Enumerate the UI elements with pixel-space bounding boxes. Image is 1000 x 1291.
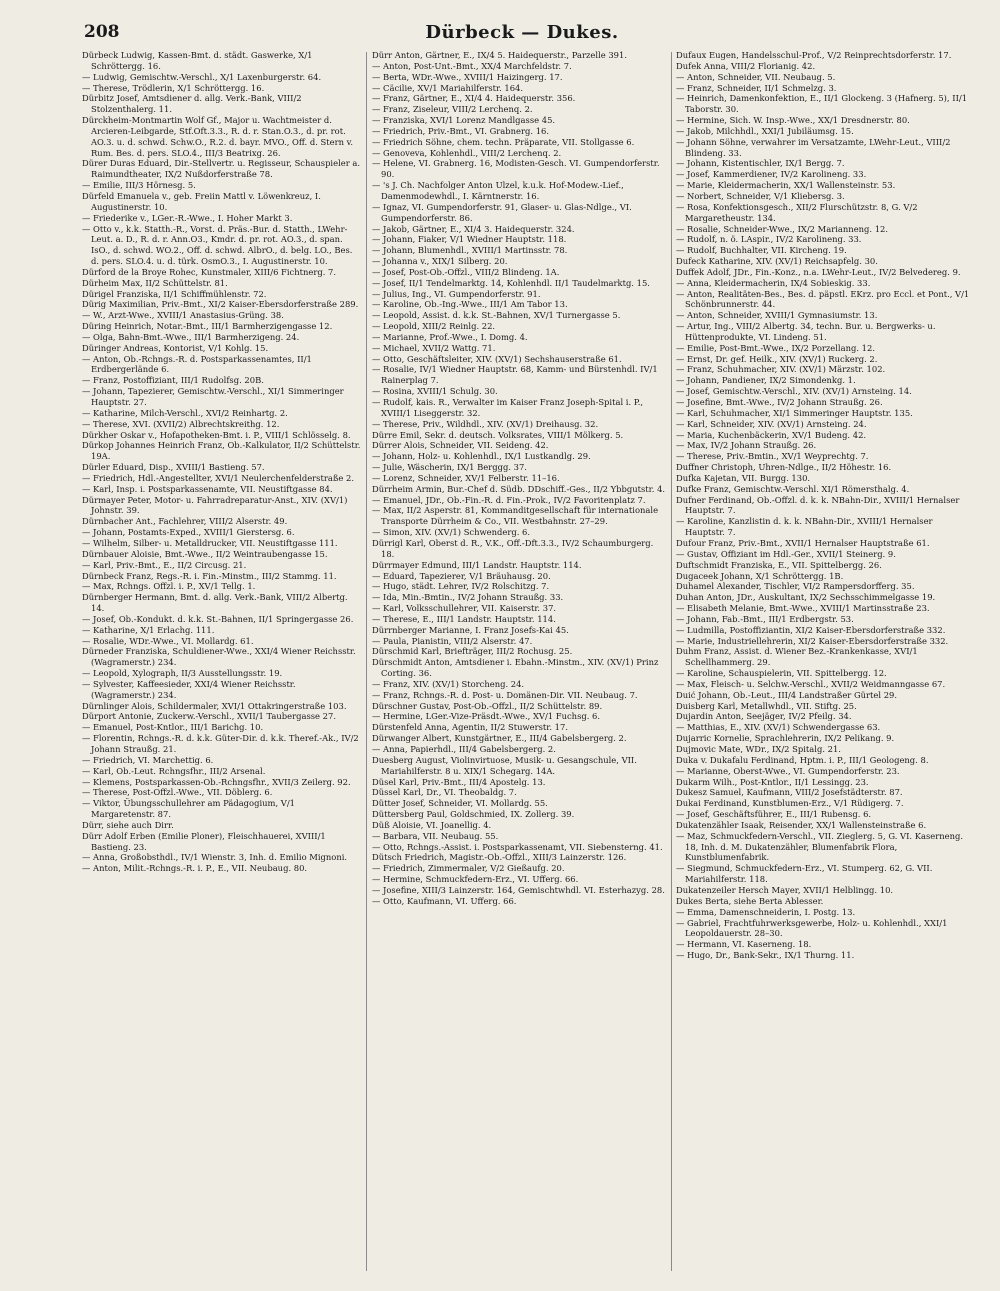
directory-entry: — Emanuel, Post-Kntlor., III/1 Barichg. 10. (82, 722, 264, 733)
directory-entry: Dürschmid Karl, Briefträger, III/2 Rochusg. 25. (372, 646, 573, 657)
directory-entry: — Franziska, XVI/1 Lorenz Mandlgasse 45. (372, 115, 556, 126)
directory-entry: — Otto, Geschäftsleiter, XIV. (XV/1) Sechshauserstraße 61. (372, 353, 622, 364)
directory-entry: — Paula, Pianistin, VIII/2 Alserstr. 47. (372, 635, 533, 646)
directory-entry: — Otto v., k.k. Statth.-R., Vorst. d. Präs.-Bur. d. Statth., LWehr-Leut. a. D., R. d. r. Ann.O3., Kmdr. d. pr. rot. AO.3., d. span. IsO., d. schwd. WO.2., Off. d. schwd. AlbrO., d. belg. LO., Bes. d. pers. SLO.4. u. d. türk. OsmO.3., I. Augustinerstr. 10. (82, 223, 353, 267)
directory-entry: — Michael, XVII/2 Wattg. 71. (372, 342, 496, 353)
directory-entry: — Ida, Min.-Bmtin., IV/2 Johann Straußg. 33. (372, 592, 564, 603)
directory-entry: Dukatenzeiler Hersch Mayer, XVII/1 Helblingg. 10. (676, 884, 894, 895)
directory-entry: Düring Heinrich, Notar.-Bmt., III/1 Barmherzigengasse 12. (82, 321, 333, 332)
directory-entry: Dürr Adolf Erben (Emilie Ploner), Fleischhauerei, XVIII/1 Bastieng. 23. (82, 830, 326, 852)
directory-entry: — Berta, WDr.-Wwe., XVIII/1 Haizingerg. 17. (372, 71, 563, 82)
directory-entry: Duftschmidt Franziska, E., VII. Spittelbergg. 26. (676, 559, 882, 570)
directory-entry: Duhamel Alexander, Tischler, VI/2 Rampersdorfferg. 35. (676, 581, 915, 592)
directory-entry: — Gabriel, Frachtfuhrwerksgewerbe, Holz- u. Kohlenhdl., XXI/1 Leopoldauerstr. 28–30. (676, 917, 948, 939)
directory-entry: — Leopold, XIII/2 Reinlg. 22. (372, 321, 496, 332)
directory-entry: — Franz, Ziseleur, VIII/2 Lerchenq. 2. (372, 104, 533, 115)
directory-entry: — Ernst, Dr. gef. Heilk., XIV. (XV/1) Ruckerg. 2. (676, 353, 878, 364)
directory-entry: — Therese, E., III/1 Landstr. Hauptstr. 114. (372, 613, 556, 624)
page-number: 208 (84, 22, 120, 42)
directory-entry: Dukes Berta, siehe Berta Ablesser. (676, 895, 824, 906)
directory-entry: Dürmayer Peter, Motor- u. Fahrradreparatur-Anst., XIV. (XV/1) Johnstr. 39. (82, 494, 348, 516)
directory-entry: Düsel Karl, Priv.-Bmt., III/4 Apostelg. 13. (372, 776, 546, 787)
directory-entry: — Rudolf, Buchhalter, VII. Kircheng. 19. (676, 245, 847, 256)
directory-entry: Dürwanger Albert, Kunstgärtner, E., III/4 Gabelsbergerg. 2. (372, 733, 627, 744)
directory-entry: Dufner Ferdinand, Ob.-Offzl. d. k. k. NBahn-Dir., XVIII/1 Hernalser Hauptstr. 7. (676, 494, 960, 516)
directory-entry: Dürer Duras Eduard, Dir.-Stellvertr. u. Regisseur, Schauspieler a. Raimundtheater, IX/2 Nußdorferstraße 78. (82, 158, 361, 180)
directory-entry: Dürrnberger Marianne, I. Franz Josefs-Kai 45. (372, 624, 569, 635)
directory-entry: Duka v. Dukafalu Ferdinand, Hptm. i. P., III/1 Geologeng. 8. (676, 754, 929, 765)
directory-entry: — Josefine, XIII/3 Lainzerstr. 164, Gemischtwhdl. VI. Esterhazyg. 28. (372, 884, 665, 895)
column-divider (366, 52, 367, 1271)
directory-entry: — Johann, Kistentischler, IX/1 Bergg. 7. (676, 158, 845, 169)
directory-entry: Dürrheim Armin, Bur.-Chef d. Südb. DDschiff.-Ges., II/2 Ybbgutstr. 4. (372, 483, 666, 494)
directory-entry: — Otto, Rchngs.-Assist. i. Postsparkassenamt, VII. Siebensterng. 41. (372, 841, 663, 852)
directory-entry: Duhm Franz, Assist. d. Wiener Bez.-Krankenkasse, XVI/1 Schellhammerg. 29. (676, 646, 918, 668)
directory-entry: — Ignaz, VI. Gumpendorferstr. 91, Glaser- u. Glas-Ndlge., VI. Gumpendorferstr. 86. (372, 201, 632, 223)
directory-entry: — Therese, XVI. (XVII/2) Albrechtskreithg. 12. (82, 418, 280, 429)
directory-entry: Dujmovic Mate, WDr., IX/2 Spitalg. 21. (676, 744, 841, 754)
directory-entry: — Barbara, VII. Neubaug. 55. (372, 830, 499, 841)
directory-entry: Dufka Kajetan, VII. Burgg. 130. (676, 472, 811, 483)
directory-entry: — Marianne, Prof.-Wwe., I. Domg. 4. (372, 331, 528, 342)
directory-entry: Dürr Anton, Gärtner, E., IX/4 5. Haidequerstr., Parzelle 391. (372, 50, 627, 60)
directory-entry: — Josef, Gemischtw.-Verschl., XIV. (XV/1) Arnsteing. 14. (676, 386, 912, 397)
directory-entry: Dürbitz Josef, Amtsdiener d. allg. Verk.-Bank, VIII/2 Stolzenthalerg. 11. (82, 93, 302, 115)
directory-entry: Dufeck Katharine, XIV. (XV/1) Reichsapfelg. 30. (676, 256, 878, 267)
directory-entry: — Josefine, Bmt.-Wwe., IV/2 Johann Straußg. 26. (676, 397, 883, 407)
directory-entry: Dürkher Oskar v., Hofapotheken-Bmt. i. P., VIII/1 Schlösselg. 8. (82, 429, 351, 440)
directory-entry: — Katharine, X/1 Erlachg. 111. (82, 624, 215, 635)
directory-entry: — Rosalie, IV/1 Wiedner Hauptstr. 68, Kamm- und Bürstenhdl. IV/1 Rainerplag 7. (372, 364, 658, 386)
directory-entry: — Rudolf, kais. R., Verwalter im Kaiser Franz Joseph-Spital i. P., XVIII/1 Liseggerstr. 32. (372, 397, 644, 418)
directory-entry: — Karoline, Schauspielerin, VII. Spittelbergg. 12. (676, 668, 887, 679)
directory-entry: — Heinrich, Damenkonfektion, E., II/1 Glockeng. 3 (Hafnerg. 5), II/1 Taborstr. 30. (676, 93, 968, 115)
directory-entry: — Katharine, Milch-Verschl., XVI/2 Reinhartg. 2. (82, 407, 288, 418)
directory-entry: Dürnbacher Ant., Fachlehrer, VIII/2 Alserstr. 49. (82, 516, 288, 527)
directory-entry: Dukatenzähler Isaak, Reisender, XX/1 Wallensteinstraße 6. (676, 819, 927, 830)
directory-entry: — Lorenz, Schneider, XV/1 Felberstr. 11–16. (372, 472, 560, 483)
directory-entry: Dürnberger Hermann, Bmt. d. allg. Verk.-Bank, VIII/2 Albertg. 14. (82, 592, 348, 614)
directory-entry: — Leopold, Assist. d. k.k. St.-Bahnen, XV/1 Turnergasse 5. (372, 310, 621, 321)
directory-entry: — Franz, Postoffiziant, III/1 Rudolfsg. 20B. (82, 375, 264, 386)
directory-entry: — Norbert, Schneider, V/1 Kliebersg. 3. (676, 190, 845, 201)
directory-entry: — Therese, Priv., Wildhdl., XIV. (XV/1) Dreihausg. 32. (372, 418, 599, 429)
directory-entry: — Karoline, Ob.-Ing.-Wwe., III/1 Am Tabor 13. (372, 299, 568, 310)
directory-entry: Dürnlinger Alois, Schildermaler, XVI/1 Ottakringerstraße 103. (82, 700, 347, 711)
directory-entry: Dukarm Wilh., Post-Kntlor., II/1 Lessingg. 23. (676, 776, 869, 787)
directory-entry: Dürr, siehe auch Dirr. (82, 819, 174, 830)
directory-entry: Dürschmidt Anton, Amtsdiener i. Ebahn.-Minstm., XIV. (XV/1) Prinz Corting. 36. (372, 657, 659, 679)
directory-entry: — Hermann, VI. Kaserneng. 18. (676, 939, 812, 950)
directory-entry: — Anna, Großobsthdl., IV/1 Wienstr. 3, Inh. d. Emilio Mignoni. (82, 852, 348, 863)
directory-entry: — Hugo, Dr., Bank-Sekr., IX/1 Thurng. 11. (676, 950, 855, 961)
column-2 (372, 50, 668, 1277)
directory-entry: — Friederike v., LGer.-R.-Wwe., I. Hoher Markt 3. (82, 212, 293, 223)
directory-entry: — Hugo, städt. Lehrer, IV/2 Rolschitzg. 7. (372, 581, 550, 592)
directory-entry: — Franz, XIV. (XV/1) Storcheng. 24. (372, 678, 525, 689)
directory-entry: — Therese, Post-Offzl.-Wwe., VII. Döblerg. 6. (82, 787, 273, 798)
directory-entry: Dürler Eduard, Disp., XVIII/1 Bastieng. 57. (82, 462, 265, 473)
directory-entry: — Helene, VI. Grabnerg. 16, Modisten-Gesch. VI. Gumpendorferstr. 90. (372, 158, 660, 180)
directory-entry: — Cäcilie, XV/1 Mariahilferstr. 164. (372, 82, 524, 93)
directory-entry: — Ludmilla, Postoffiziantin, XI/2 Kaiser-Ebersdorferstraße 332. (676, 624, 946, 635)
directory-entry: — Marie, Industriellehrerin, XI/2 Kaiser-Ebersdorferstraße 332. (676, 635, 949, 646)
directory-entry: — Franz, Schuhmacher, XIV. (XV/1) Märzstr. 102. (676, 364, 886, 375)
directory-entry: Dürneder Franziska, Schuldiener-Wwe., XXI/4 Wiener Reichsstr. (Wagramerstr.) 234. (82, 646, 356, 668)
directory-entry: — Anton, Milit.-Rchngs.-R. i. P., E., VII. Neubaug. 80. (82, 863, 308, 874)
directory-entry: — Gustav, Offiziant im Hdl.-Ger., XVII/1 Steinerg. 9. (676, 548, 896, 559)
directory-entry: Duffek Adolf, JDr., Fin.-Konz., n.a. LWehr-Leut., IV/2 Belvedereg. 9. (676, 266, 961, 277)
directory-entry: — Franz, Schneider, II/1 Schmelzg. 3. (676, 82, 837, 93)
directory-entry: Dürbeck Ludwig, Kassen-Bmt. d. städt. Gaswerke, X/1 Schröttergg. 16. (82, 50, 313, 71)
directory-entry: — Artur, Ing., VIII/2 Albertg. 34, techn. Bur. u. Bergwerks- u. Hüttenprodukte, VI. Lindeng. 51. (676, 321, 936, 342)
directory-entry: Dürstenfeld Anna, Agentin, II/2 Stuwerstr. 17. (372, 722, 569, 733)
directory-entry: Dürckheim-Montmartin Wolf Gf., Major u. Wachtmeister d. Arcieren-Leibgarde, Stf.Oft.3.3., R. d. r. Stan.O.3., d. pr. rot. AO.3. u. d. schwd. Schw.O., R.2. d. bayr. MVO., Off. d. Stern v. Rum. Bes. d. pers. SLO.4., III/3 Beatrixg. 26. (82, 115, 354, 158)
directory-entry: — Matthias, E., XIV. (XV/1) Schwendergasse 63. (676, 722, 881, 733)
directory-entry: — Ludwig, Gemischtw.-Verschl., X/1 Laxenburgerstr. 64. (82, 71, 322, 82)
directory-entry: — Jakob, Milchhdl., XXI/1 Jubiläumsg. 15. (676, 125, 854, 136)
directory-entry: — Anna, Kleidermacherin, IX/4 Sobieskig. 33. (676, 277, 871, 288)
directory-entry: — Rosalie, Schneider-Wwe., IX/2 Marianneng. 12. (676, 223, 889, 234)
directory-entry: — Max, II/2 Asperstr. 81, Kommanditgesellschaft für internationale Transporte Dürrheim & Co., VII. Westbahnstr. 27–29. (372, 505, 659, 527)
directory-entry: Duffner Christoph, Uhren-Ndlge., II/2 Höhestr. 16. (676, 462, 892, 473)
directory-entry: — Johann, Postamts-Exped., XVIII/1 Gierstersg. 6. (82, 527, 295, 538)
directory-entry: Dukesz Samuel, Kaufmann, VIII/2 Josefstädterstr. 87. (676, 787, 903, 798)
directory-entry: — Rudolf, n. ö. LAspir., IV/2 Karolineng. 33. (676, 234, 862, 245)
directory-entry: — Siegmund, Schmuckfedern-Erz., VI. Stumperg. 62, G. VII. Mariahilferstr. 118. (676, 863, 933, 885)
directory-entry: Dürigel Franziska, II/1 Schiffmühlenstr. 72. (82, 288, 267, 299)
directory-entry: Dürschner Gustav, Post-Ob.-Offzl., II/2 Schüttelstr. 89. (372, 700, 603, 711)
directory-entry: Düttersberg Paul, Goldschmied, IX. Zollerg. 39. (372, 809, 575, 820)
directory-entry: — Johann, Holz- u. Kohlenhdl., IX/1 Lustkandlg. 29. (372, 451, 591, 462)
directory-entry: Düssel Karl, Dr., VI. Theobaldg. 7. (372, 787, 517, 798)
directory-entry: — Marianne, Oberst-Wwe., VI. Gumpendorferstr. 23. (676, 765, 900, 776)
directory-entry: — Friedrich Söhne, chem. techn. Präparate, VII. Stollgasse 6. (372, 136, 635, 147)
directory-entry: Duhan Anton, JDr., Auskultant, IX/2 Sechsschimmelgasse 19. (676, 592, 936, 603)
directory-entry: — W., Arzt-Wwe., XVIII/1 Anastasius-Grüng. 38. (82, 310, 284, 321)
directory-entry: — Julius, Ing., VI. Gumpendorferstr. 91. (372, 288, 541, 299)
directory-entry: Dütsch Friedrich, Magistr.-Ob.-Offzl., XIII/3 Lainzerstr. 126. (372, 852, 627, 863)
directory-entry: — Johann, Tapezierer, Gemischtw.-Verschl., XI/1 Simmeringer Hauptstr. 27. (82, 386, 344, 407)
directory-entry: — Anton, Post-Unt.-Bmt., XX/4 Marchfeldstr. 7. (372, 60, 572, 71)
column-1 (82, 50, 361, 1277)
directory-entry: — Jakob, Gärtner, E., XI/4 3. Haidequerstr. 324. (372, 223, 575, 234)
directory-entry: Dürnbauer Aloisie, Bmt.-Wwe., II/2 Weintraubengasse 15. (82, 548, 328, 559)
directory-entry: — Elisabeth Melanie, Bmt.-Wwe., XVIII/1 Martinsstraße 23. (676, 603, 930, 614)
directory-entry: Dufour Franz, Priv.-Bmt., XVII/1 Hernalser Hauptstraße 61. (676, 537, 930, 548)
directory-entry: Duesberg August, Violinvirtuose, Musik- u. Gesangschule, VII. Mariahilferstr. 8 u. XIX/1 Schegarg. 14A. (372, 754, 637, 776)
directory-entry: — Friedrich, Hdl.-Angestellter, XVI/1 Neulerchenfelderstraße 2. (82, 472, 355, 483)
directory-entry: — Max, Rchngs. Offzl. i. P., XV/1 Tellg. 1. (82, 581, 256, 592)
directory-entry: — Karoline, Kanzlistin d. k. k. NBahn-Dir., XVIII/1 Hernalser Hauptstr. 7. (676, 516, 933, 538)
directory-entry: Dürnbeck Franz, Regs.-R. i. Fin.-Minstm., III/2 Stammg. 11. (82, 570, 337, 581)
directory-entry: — Therese, Priv.-Bmtin., XV/1 Weyprechtg. 7. (676, 451, 869, 462)
directory-entry: — Rosalie, WDr.-Wwe., VI. Mollardg. 61. (82, 635, 254, 646)
directory-entry: Düringer Andreas, Kontorist, V/1 Kohlg. 15. (82, 342, 269, 353)
directory-entry: Dürrer Alois, Schneider, VII. Seideng. 42. (372, 440, 549, 451)
directory-entry: — Johann, Pandiener, IX/2 Simondenkg. 1. (676, 375, 856, 386)
directory-entry: — Genoveva, Kohlenhdl., VIII/2 Lerchenq. 2. (372, 147, 562, 158)
directory-entry: — Julie, Wäscherin, IX/1 Berggg. 37. (372, 462, 527, 473)
directory-entry: — Maria, Kuchenbäckerin, XV/1 Budeng. 42. (676, 429, 867, 440)
directory-entry: — Karl, Ob.-Leut. Rchngsfhr., III/2 Arsenal. (82, 765, 266, 776)
directory-entry: Dütter Josef, Schneider, VI. Mollardg. 55. (372, 798, 548, 809)
directory-entry: — Max, Fleisch- u. Selchw.-Verschl., XVII/2 Weidmanngasse 67. (676, 678, 946, 689)
directory-entry: — Franz, Gärtner, E., XI/4 4. Haidequerstr. 356. (372, 93, 576, 104)
directory-entry: — 's J. Ch. Nachfolger Anton Ulzel, k.u.k. Hof-Modew.-Lief., Damenmodewhdl., I. Kärntnerstr. 16. (372, 180, 624, 201)
directory-entry: — Johanna v., XIX/1 Silberg. 20. (372, 256, 508, 267)
directory-entry: — Wilhelm, Silber- u. Metalldrucker, VII. Neustiftgasse 111. (82, 537, 338, 548)
column-3 (676, 50, 974, 1277)
directory-entry: — Friedrich, VI. Marchettig. 6. (82, 754, 214, 765)
directory-entry: — Emanuel, JDr., Ob.-Fin.-R. d. Fin.-Prok., IV/2 Favoritenplatz 7. (372, 494, 646, 505)
directory-entry: Dukai Ferdinand, Kunstblumen-Erz., V/1 Rüdigerg. 7. (676, 798, 904, 809)
directory-entry: Duisberg Karl, Metallwhdl., VII. Stiftg. 25. (676, 700, 857, 711)
directory-entry: — Karl, Priv.-Bmt., E., II/2 Circusg. 21. (82, 559, 247, 570)
directory-entry: — Johann, Fab.-Bmt., III/1 Erdbergstr. 53. (676, 613, 854, 624)
directory-entry: — Therese, Trödlerin, X/1 Schröttergg. 16. (82, 82, 265, 93)
directory-entry: — Max, IV/2 Johann Straußg. 26. (676, 440, 817, 451)
directory-entry: — Hermine, Schmuckfedern-Erz., VI. Ufferg. 66. (372, 874, 579, 885)
directory-entry: — Simon, XIV. (XV/1) Schwenderg. 6. (372, 527, 531, 538)
directory-entry: — Florentin, Rchngs.-R. d. k.k. Güter-Dir. d. k.k. Theref.-Ak., IV/2 Johann Straußg. 21. (82, 733, 359, 754)
directory-entry: Dugaceek Johann, X/1 Schröttergg. 1B. (676, 570, 844, 581)
directory-entry: Dufaux Eugen, Handelsschul-Prof., V/2 Reinprechtsdorferstr. 17. (676, 50, 952, 60)
running-head: Dürbeck — Dukes. (425, 22, 619, 43)
directory-entry: — Viktor, Übungsschullehrer am Pädagogium, V/1 Margaretenstr. 87. (82, 798, 295, 820)
directory-entry: Dürrmayer Edmund, III/1 Landstr. Hauptstr. 114. (372, 559, 582, 570)
directory-entry: — Maz, Schmuckfedern-Verschl., VII. Zieglerg. 5, G. VI. Kaserneng. 18, Inh. d. M. Dukatenzähler, Blumenfabrik Flora, Kunstblumenfabrik. (676, 830, 963, 863)
directory-entry: — Friedrich, Priv.-Bmt., VI. Grabnerg. 16. (372, 125, 550, 136)
directory-entry: — Josef, Post-Ob.-Offzl., VIII/2 Blindeng. 1A. (372, 266, 560, 277)
directory-entry: — Olga, Bahn-Bmt.-Wwe., III/1 Barmherzigeng. 24. (82, 331, 300, 342)
directory-entry: Dürkop Johannes Heinrich Franz, Ob.-Kalkulator, II/2 Schüttelstr. 19A. (82, 440, 361, 462)
directory-entry: — Franz, Rchngs.-R. d. Post- u. Domänen-Dir. VII. Neubaug. 7. (372, 689, 638, 700)
directory-entry: — Josef, Ob.-Kondukt. d. k.k. St.-Bahnen, II/1 Springergasse 26. (82, 613, 354, 624)
directory-entry: Dujarric Kornelie, Sprachlehrerin, IX/2 Pelikang. 9. (676, 733, 895, 744)
directory-entry: — Sylvester, Kaffeesieder, XXI/4 Wiener Reichsstr. (Wagramerstr.) 234. (82, 678, 296, 700)
directory-entry: Dürig Maximilian, Priv.-Bmt., XI/2 Kaiser-Ebersdorferstraße 289. (82, 299, 359, 310)
directory-entry: — Anton, Realitäten-Bes., Bes. d. päpstl. EKrz. pro Eccl. et Pont., V/1 Schönbrunnerstr. 44. (676, 288, 970, 310)
directory-entry: — Emilie, Post-Bmt.-Wwe., IX/2 Porzellang. 12. (676, 342, 875, 353)
directory-entry: — Anton, Schneider, VII. Neubaug. 5. (676, 71, 836, 82)
directory-entry: Dujardin Anton, Seejäger, IV/2 Pfeilg. 34. (676, 711, 852, 722)
directory-entry: Dürford de la Broye Rohec, Kunstmaler, XIII/6 Fichtnerg. 7. (82, 266, 337, 277)
directory-entry: — Anna, Papierhdl., III/4 Gabelsbergerg. 2. (372, 744, 556, 754)
directory-entry: — Karl, Schneider, XIV. (XV/1) Arnsteing. 24. (676, 418, 867, 429)
page-header (72, 22, 972, 48)
directory-entry: Dürrigl Karl, Oberst d. R., V.K., Off.-Dft.3.3., IV/2 Schaumburgerg. 18. (372, 537, 654, 559)
directory-entry: — Johann Söhne, verwahrer im Versatzamte, LWehr-Leut., VIII/2 Blindeng. 33. (676, 136, 951, 158)
directory-entry: Dürport Antonie, Zuckerw.-Verschl., XVII/1 Taubergasse 27. (82, 711, 336, 722)
directory-entry: — Johann, Fiaker, V/1 Wiedner Hauptstr. 118. (372, 234, 567, 245)
directory-entry: — Karl, Volksschullehrer, VII. Kaiserstr. 37. (372, 603, 557, 614)
directory-entry: — Otto, Kaufmann, VI. Ufferg. 66. (372, 895, 517, 906)
directory-entry: — Friedrich, Zimmermaler, V/2 Gießaufg. 20. (372, 863, 565, 874)
directory-entry: Dürre Emil, Sekr. d. deutsch. Volksrates, VIII/1 Mölkerg. 5. (372, 429, 624, 440)
directory-entry: — Rosa, Konfektionsgesch., XII/2 Flurschützstr. 8, G. V/2 Margaretheustr. 134. (676, 201, 918, 223)
directory-entry: — Josef, Kammerdiener, IV/2 Karolineng. 33. (676, 169, 867, 180)
directory-entry: — Hermine, Sich. W. Insp.-Wwe., XX/1 Dresdnerstr. 80. (676, 115, 910, 126)
directory-entry: Duić Johann, Ob.-Leut., III/4 Landstraßer Gürtel 29. (676, 689, 898, 700)
directory-entry: — Hermine, LGer.-Vize-Präsdt.-Wwe., XV/1 Fuchsg. 6. (372, 711, 601, 722)
directory-entry: — Leopold, Xylograph, II/3 Ausstellungsstr. 19. (82, 668, 283, 679)
directory-entry: — Anton, Schneider, XVIII/1 Gymnasiumstr. 13. (676, 310, 878, 321)
directory-entry: — Josef, Geschäftsführer, E., III/1 Rubensg. 6. (676, 809, 872, 820)
directory-entry: Dürheim Max, II/2 Schüttelstr. 81. (82, 277, 228, 288)
directory-entry: — Karl, Insp. i. Postsparkassenamte, VII. Neustiftgasse 84. (82, 483, 333, 494)
directory-entry: — Klemens, Postsparkassen-Ob.-Rchngsfhr., XVII/3 Zeilerg. 92. (82, 776, 351, 787)
directory-entry: — Josef, II/1 Tendelmarktg. 14, Kohlenhdl. II/1 Taudelmarktg. 15. (372, 277, 650, 288)
directory-entry: Düß Aloisie, VI. Joanellig. 4. (372, 819, 492, 830)
directory-entry: — Marie, Kleidermacherin, XX/1 Wallensteinstr. 53. (676, 180, 896, 191)
directory-entry: — Emilie, III/3 Hörnesg. 5. (82, 180, 196, 191)
directory-entry: — Eduard, Tapezierer, V/1 Bräuhausg. 20. (372, 570, 551, 581)
directory-entry: — Karl, Schuhmacher, XI/1 Simmeringer Hauptstr. 135. (676, 407, 913, 418)
directory-entry: Dürfeld Emanuela v., geb. Freiin Mattl v. Löwenkreuz, I. Augustinerstr. 10. (82, 190, 321, 212)
directory-entry: — Anton, Ob.-Rchngs.-R. d. Postsparkassenamtes, II/1 Erdbergerlände 6. (82, 353, 312, 375)
directory-entry: — Rosina, XVIII/1 Schulg. 30. (372, 386, 498, 397)
directory-entry: Dufke Franz, Gemischtw.-Verschl. XI/1 Römersthalg. 4. (676, 483, 910, 494)
directory-entry: — Emma, Damenschneiderin, I. Postg. 13. (676, 906, 856, 917)
directory-entry: — Johann, Blumenhdl., XVIII/1 Martinsstr. 78. (372, 245, 568, 256)
column-divider (671, 52, 672, 1271)
directory-entry: Dufek Anna, VIII/2 Florianig. 42. (676, 60, 816, 71)
